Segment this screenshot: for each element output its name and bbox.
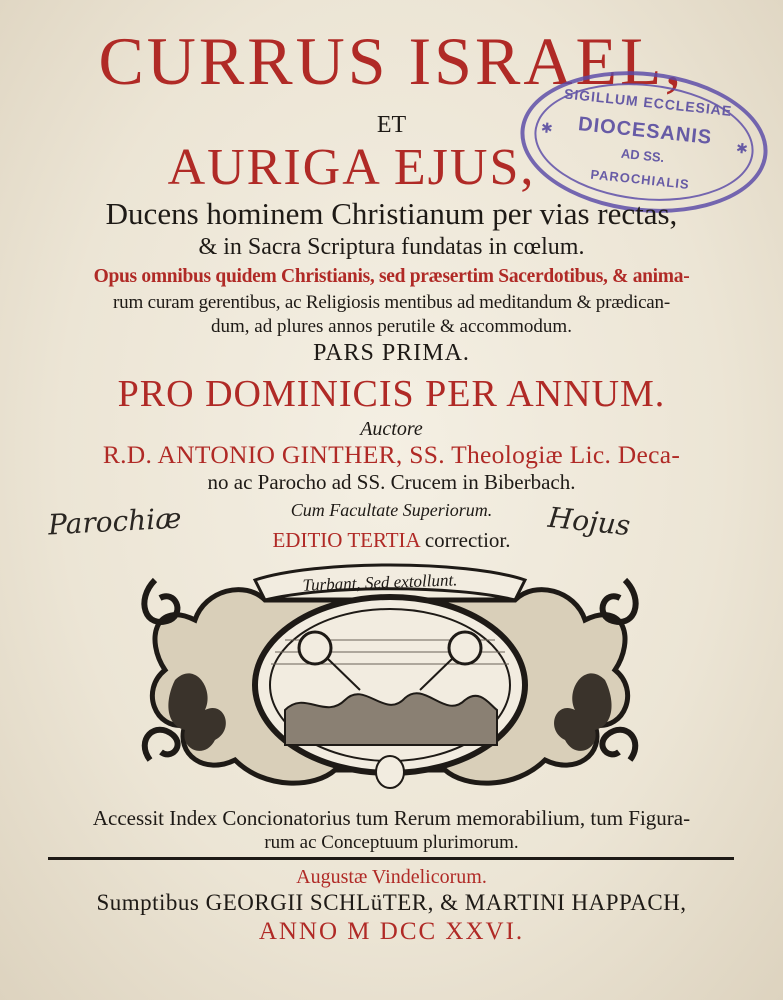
imprint-publisher: Sumptibus GEORGII SCHLüTER, & MARTINI HAPPACH, <box>96 890 687 915</box>
stamp-star-icon: ✱ <box>735 139 749 157</box>
imprint-year: ANNO M DCC XXVI. <box>258 918 525 945</box>
part-heading: PARS PRIMA. <box>313 340 470 366</box>
title-line-3: AURIGA EJUS, <box>167 139 536 196</box>
index-note-line-1: Accessit Index Concionatorius tum Rerum memorabilium, tum Figura- <box>92 806 691 830</box>
author-label: Auctore <box>360 418 423 440</box>
section-heading: PRO DOMINICIS PER ANNUM. <box>117 373 666 415</box>
title-line-2: ET <box>376 112 407 138</box>
handwritten-note-right: Hojus <box>546 500 632 543</box>
author-line-1: R.D. ANTONIO GINTHER, SS. Theologiæ Lic. Deca- <box>102 440 681 469</box>
subtitle-line-5: dum, ad plures annos perutile & accommodum. <box>211 316 572 337</box>
index-note-line-2: rum ac Conceptuum plurimorum. <box>264 832 519 853</box>
divider-rule <box>48 857 734 860</box>
stamp-line-1: SIGILLUM ECCLESIAE <box>563 85 734 120</box>
stamp-star-icon: ✱ <box>540 119 554 137</box>
vignette-motto: Turbant, Sed extollunt. <box>302 570 458 595</box>
author-line-2: no ac Parocho ad SS. Crucem in Biberbach. <box>207 470 576 494</box>
stamp-line-4: PAROCHIALIS <box>589 166 691 192</box>
edition-main: EDITIO TERTIA <box>272 528 420 552</box>
ornamental-vignette <box>135 560 645 800</box>
subtitle-line-1: Ducens hominem Christianum per vias rectas, <box>105 196 678 231</box>
permission-note: Cum Facultate Superiorum. <box>290 500 493 520</box>
subtitle-line-4: rum curam gerentibus, ac Religiosis mentibus ad meditandum & prædican- <box>113 292 670 313</box>
imprint-place: Augustæ Vindelicorum. <box>296 866 487 888</box>
stamp-line-2: DIOCESANIS <box>577 113 714 150</box>
title-line-1: CURRUS ISRAEL, <box>98 23 685 99</box>
stamp-line-3: AD SS. <box>620 145 665 166</box>
subtitle-line-2: & in Sacra Scriptura fundatas in cœlum. <box>198 234 585 260</box>
edition-suffix: correctior. <box>424 528 511 552</box>
edition-line <box>0 528 783 553</box>
handwritten-note-left: Parochiæ <box>47 501 183 542</box>
subtitle-line-3: Opus omnibus quidem Christianis, sed præsertim Sacerdotibus, & anima- <box>93 266 690 287</box>
